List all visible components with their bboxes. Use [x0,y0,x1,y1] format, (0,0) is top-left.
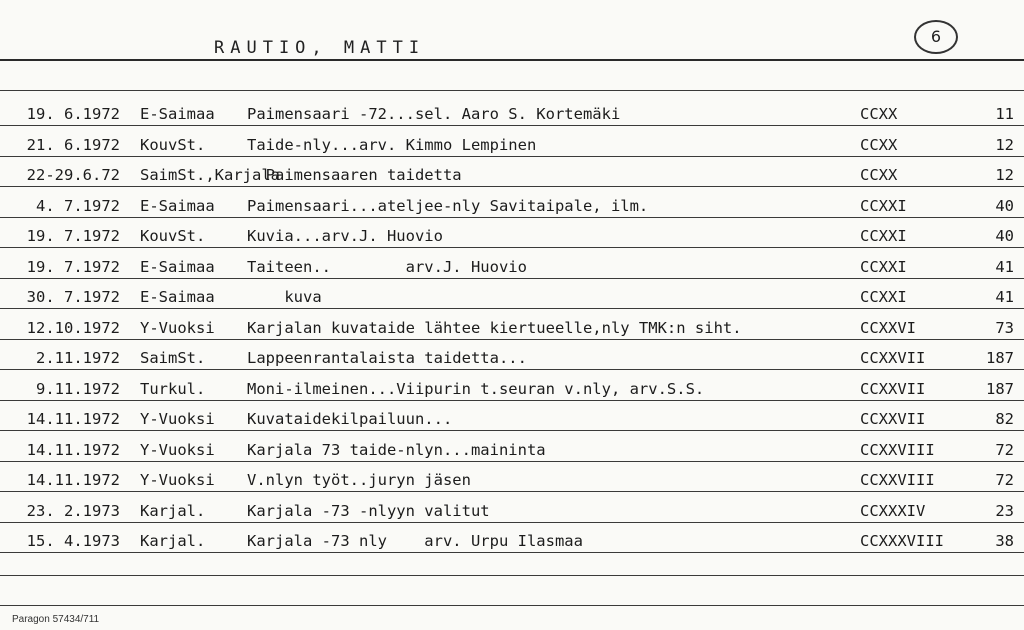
entry-page: 41 [995,257,1014,276]
entry-page: 11 [995,105,1014,123]
entry-date: 12.10.1972 [26,318,120,337]
entry-date: 9.11.1972 [36,379,120,398]
list-item [0,492,1024,523]
entry-volume: CCXXVII [860,410,926,428]
card-title: RAUTIO, MATTI [214,38,426,58]
entry-volume: CCXXVI [860,318,916,337]
entry-volume: CCXXI [860,196,907,215]
entry-page: 12 [995,135,1014,154]
list-item [0,461,1024,492]
list-item [0,217,1024,248]
entry-date: 14.11.1972 [26,410,120,428]
entry-page: 40 [995,227,1014,245]
entry-description: V.nlyn työt..juryn jäsen [247,471,471,489]
entry-page: 41 [995,288,1014,306]
entry-date: 4. 7.1972 [36,196,120,215]
blank-rule-2 [0,605,1024,606]
entry-page: 82 [995,410,1014,428]
entry-date: 19. 7.1972 [26,257,120,276]
entry-newspaper: E-Saimaa [140,196,215,215]
entry-volume: CCXXVIII [860,471,935,489]
entry-date: 21. 6.1972 [26,135,120,154]
page-number-circle: 6 [914,20,958,54]
entry-newspaper: E-Saimaa [140,105,215,123]
blank-rule-1 [0,575,1024,576]
entry-date: 30. 7.1972 [26,288,120,306]
entry-newspaper: Y-Vuoksi [140,440,215,459]
entry-date: 14.11.1972 [26,440,120,459]
entry-newspaper: Karjal. [140,501,206,520]
entry-page: 12 [995,166,1014,184]
entry-date: 14.11.1972 [26,471,120,489]
entry-description: Paimensaaren taidetta [247,166,462,184]
entry-date: 19. 6.1972 [26,105,120,123]
entry-volume: CCXXVII [860,349,926,367]
entry-newspaper: Turkul. [140,379,206,398]
entry-description: Moni-ilmeinen...Viipurin t.seuran v.nly, arv.S.S. [247,379,705,398]
entry-description: Taiteen.. arv.J. Huovio [247,257,527,276]
entry-volume: CCXXI [860,288,907,306]
list-item [0,187,1024,218]
entry-volume: CCXX [860,105,898,123]
entry-newspaper: SaimSt.,Karjala [140,166,280,184]
entry-date: 15. 4.1973 [26,532,120,550]
list-item [0,95,1024,126]
entry-description: Karjalan kuvataide lähtee kiertueelle,nly TMK:n siht. [247,318,742,337]
entry-page: 72 [995,471,1014,489]
list-item [0,339,1024,370]
entry-description: Paimensaari -72...sel. Aaro S. Kortemäki [247,105,621,123]
row-rule [0,552,1024,553]
entry-page: 23 [995,501,1014,520]
printer-imprint: Paragon 57434/711 [12,614,100,625]
list-item [0,400,1024,431]
list-item [0,309,1024,340]
list-item [0,156,1024,187]
header-rule-lower [0,90,1024,91]
header-rule [0,59,1024,61]
entry-newspaper: E-Saimaa [140,257,215,276]
entry-description: Karjala 73 taide-nlyn...maininta [247,440,546,459]
entry-page: 187 [986,379,1014,398]
entry-newspaper: Y-Vuoksi [140,410,215,428]
entry-volume: CCXX [860,166,898,184]
entry-description: Karjala -73 nly arv. Urpu Ilasmaa [247,532,583,550]
list-item [0,370,1024,401]
entry-description: Kuvataidekilpailuun... [247,410,453,428]
entry-volume: CCXXVII [860,379,926,398]
list-item [0,248,1024,279]
list-item [0,522,1024,553]
list-item [0,278,1024,309]
entry-date: 2.11.1972 [36,349,120,367]
entry-newspaper: SaimSt. [140,349,206,367]
entry-newspaper: Y-Vuoksi [140,318,215,337]
entry-page: 38 [995,532,1014,550]
entry-newspaper: Karjal. [140,532,206,550]
entry-description: Paimensaari...ateljee-nly Savitaipale, ilm. [247,196,649,215]
entry-description: Taide-nly...arv. Kimmo Lempinen [247,135,537,154]
entry-volume: CCXXVIII [860,440,935,459]
entry-description: Karjala -73 -nlyyn valitut [247,501,490,520]
entry-volume: CCXXI [860,227,907,245]
entry-description: Lappeenrantalaista taidetta... [247,349,527,367]
entry-volume: CCXXXVIII [860,532,944,550]
entry-volume: CCXXI [860,257,907,276]
entry-page: 40 [995,196,1014,215]
entry-page: 187 [986,349,1014,367]
entry-newspaper: KouvSt. [140,135,206,154]
entry-volume: CCXXXIV [860,501,926,520]
entry-volume: CCXX [860,135,898,154]
entry-description: Kuvia...arv.J. Huovio [247,227,443,245]
entry-newspaper: E-Saimaa [140,288,215,306]
entry-newspaper: KouvSt. [140,227,206,245]
list-item [0,126,1024,157]
entry-date: 19. 7.1972 [26,227,120,245]
entry-date: 23. 2.1973 [26,501,120,520]
entry-page: 73 [995,318,1014,337]
entry-date: 22-29.6.72 [26,166,120,184]
entry-page: 72 [995,440,1014,459]
list-item [0,431,1024,462]
entry-description: kuva [247,288,322,306]
entry-newspaper: Y-Vuoksi [140,471,215,489]
